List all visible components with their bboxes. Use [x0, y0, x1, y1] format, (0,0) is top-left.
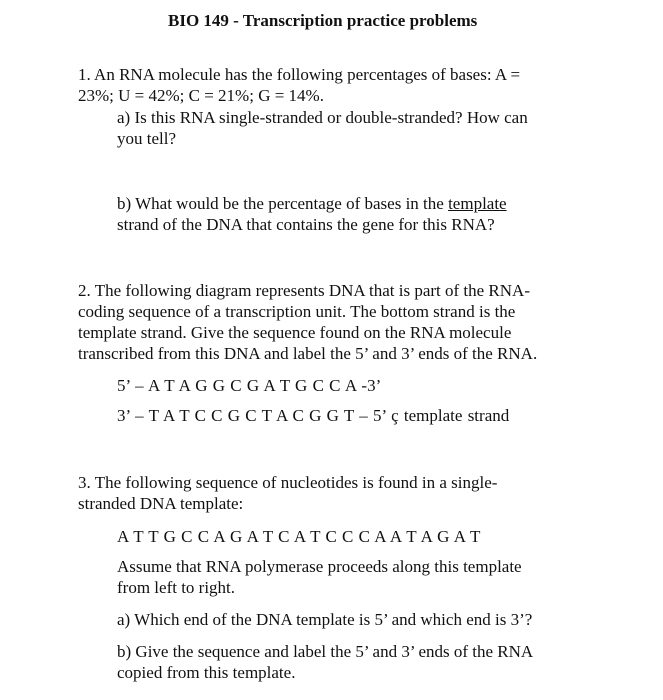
q1b-line-1	[117, 193, 507, 214]
q3-line-2: stranded DNA template:	[78, 494, 244, 513]
template-underlined-word: template	[448, 194, 507, 213]
q1b-line-2: strand of the DNA that contains the gene for this RNA?	[117, 215, 495, 234]
q3b-line-1: b) Give the sequence and label the 5’ and 3’ ends of the RNA	[117, 642, 534, 661]
dna-template-strand: 3’ – T A T C C G C T A C G G T – 5’ ç template strand	[117, 406, 510, 425]
dna-top-strand: 5’ – A T A G G C G A T G C C A -3’	[117, 376, 382, 395]
q2-line-4: transcribed from this DNA and label the 5’ and 3’ ends of the RNA.	[78, 344, 538, 363]
page-title: BIO 149 - Transcription practice problems	[168, 11, 478, 30]
q1b-line-1-text: b) What would be the percentage of bases in the	[117, 194, 449, 213]
q3-assume-line-2: from left to right.	[117, 578, 236, 597]
q3-line-1: 3. The following sequence of nucleotides is found in a single-	[78, 473, 498, 492]
q1a-line-1: a) Is this RNA single-stranded or double-stranded? How can	[117, 108, 528, 127]
q2-line-2: coding sequence of a transcription unit. The bottom strand is the	[78, 302, 516, 321]
q2-line-3: template strand. Give the sequence found on the RNA molecule	[78, 323, 512, 342]
q2-line-1: 2. The following diagram represents DNA that is part of the RNA-	[78, 281, 530, 300]
q3-assume-line-1: Assume that RNA polymerase proceeds along this template	[117, 557, 522, 576]
q1a-line-2: you tell?	[117, 129, 177, 148]
q3a-line: a) Which end of the DNA template is 5’ and which end is 3’?	[117, 610, 533, 629]
q1-line-2: 23%; U = 42%; C = 21%; G = 14%.	[78, 86, 324, 105]
q3b-line-2: copied from this template.	[117, 663, 296, 682]
dna-template-sequence: A T T G C C A G A T C A T C C C A A T A G A T	[117, 527, 481, 546]
q1-line-1: 1. An RNA molecule has the following percentages of bases: A =	[78, 65, 521, 84]
